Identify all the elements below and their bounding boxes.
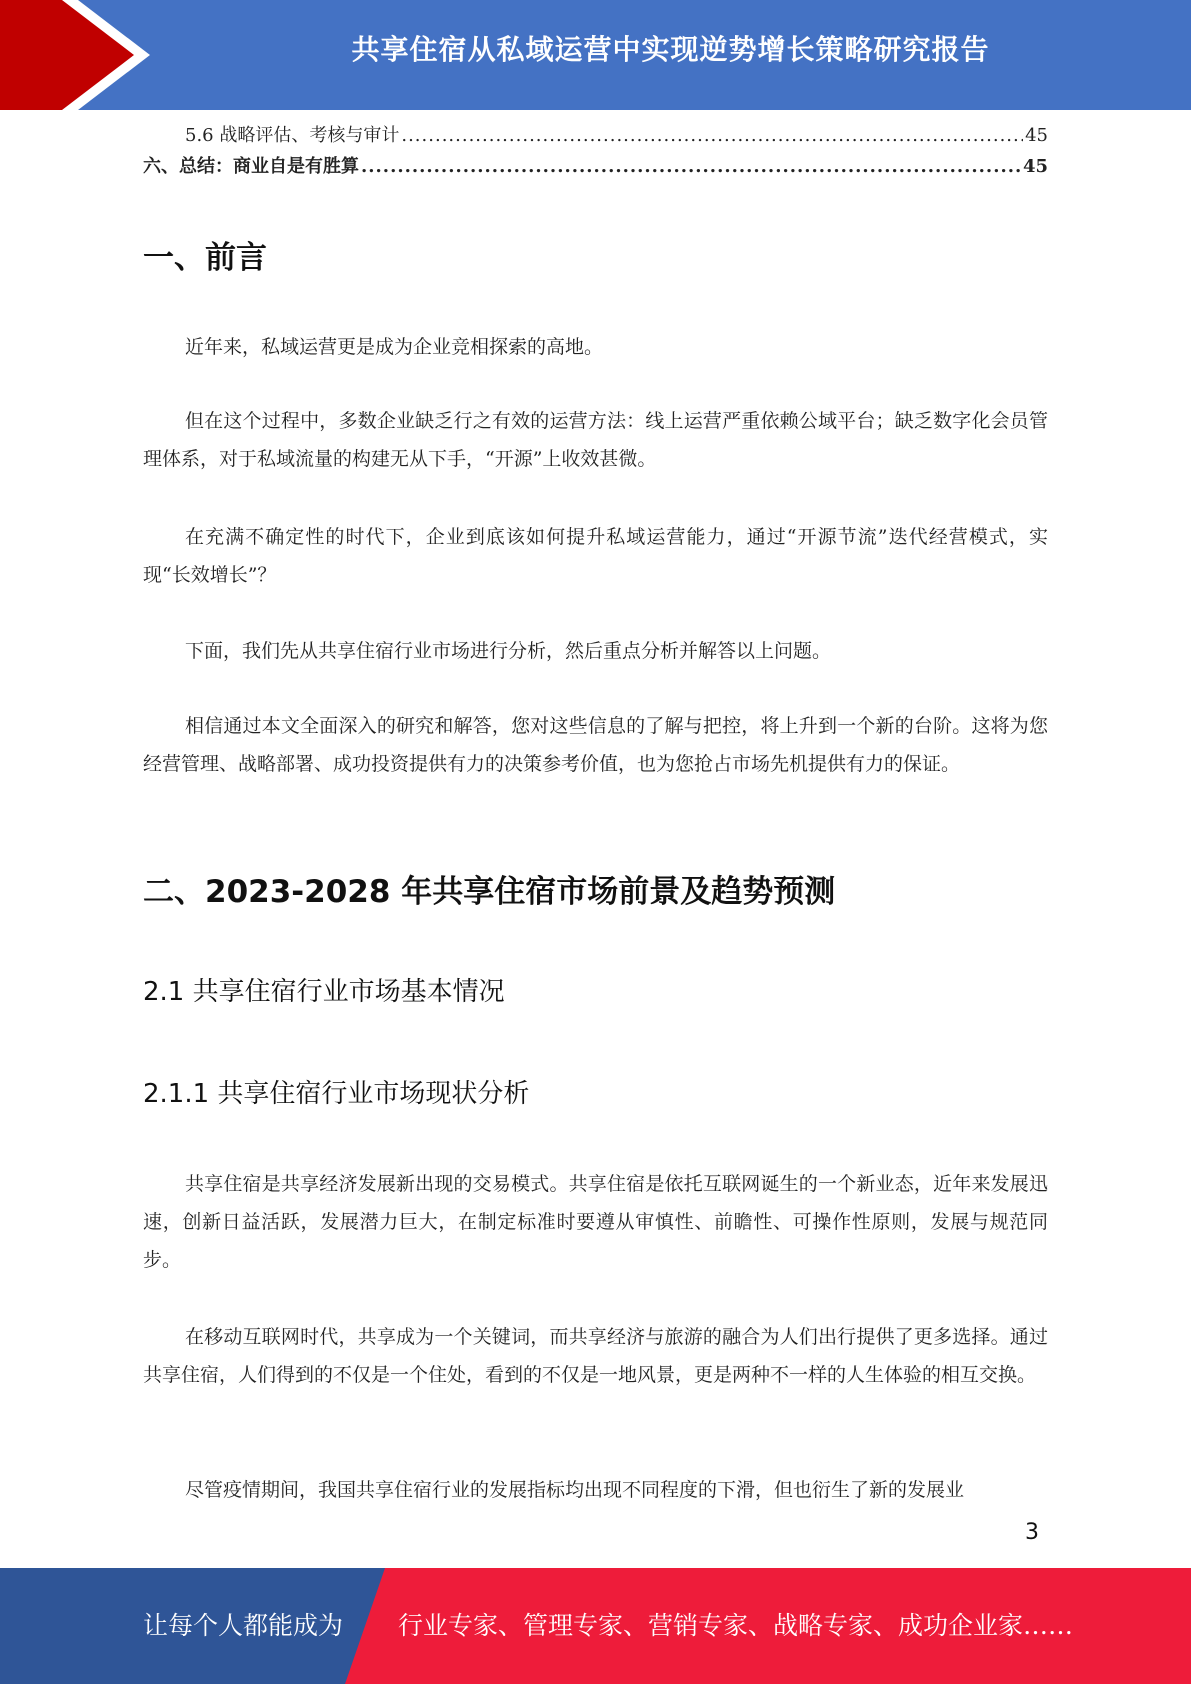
toc-entry[interactable]: [143, 151, 1048, 182]
toc-entry-page: 45: [1022, 156, 1048, 177]
header-banner: [0, 0, 1191, 110]
paragraph: 相信通过本文全面深入的研究和解答，您对这些信息的了解与把控，将上升到一个新的台阶。这将为您经营管理、战略部署、成功投资提供有力的决策参考价值，也为您抢占市场先机提供有力的保证。: [143, 715, 1048, 775]
paragraph: 在充满不确定性的时代下，企业到底该如何提升私域运营能力，通过“开源节流”迭代经营模式，实现“长效增长”？: [143, 526, 1048, 586]
subsection-heading-2-1: 2.1 共享住宿行业市场基本情况: [143, 977, 505, 1007]
footer-banner: [0, 1568, 1191, 1684]
subsection-heading-2-1-1: 2.1.1 共享住宿行业市场现状分析: [143, 1079, 530, 1109]
section-heading-preface: 一、前言: [143, 240, 267, 276]
toc-leader-dots: [361, 151, 1021, 182]
toc-entry-label: 5.6 战略评估、考核与审计: [185, 125, 400, 146]
report-title: 共享住宿从私域运营中实现逆势增长策略研究报告: [351, 33, 990, 66]
toc-leader-dots: [401, 120, 1023, 151]
paragraph: 在移动互联网时代，共享成为一个关键词，而共享经济与旅游的融合为人们出行提供了更多选择。通过共享住宿，人们得到的不仅是一个住处，看到的不仅是一地风景，更是两种不一样的人生体验的相互交换。: [143, 1326, 1048, 1386]
footer-slogan-right: 行业专家、管理专家、营销专家、战略专家、成功企业家……: [398, 1611, 1074, 1640]
paragraph: 尽管疫情期间，我国共享住宿行业的发展指标均出现不同程度的下滑，但也衍生了新的发展业: [185, 1479, 965, 1501]
paragraph: 下面，我们先从共享住宿行业市场进行分析，然后重点分析并解答以上问题。: [185, 640, 832, 662]
paragraph: 近年来，私域运营更是成为企业竞相探索的高地。: [185, 336, 604, 358]
toc: [143, 120, 1048, 182]
page-number: 3: [1025, 1520, 1039, 1545]
footer-slogan-left: 让每个人都能成为: [143, 1611, 344, 1640]
paragraph: 共享住宿是共享经济发展新出现的交易模式。共享住宿是依托互联网诞生的一个新业态，近年来发展迅速，创新日益活跃，发展潜力巨大，在制定标准时要遵从审慎性、前瞻性、可操作性原则，发展与规范同步。: [143, 1173, 1048, 1271]
section-heading-market: 二、2023-2028 年共享住宿市场前景及趋势预测: [143, 874, 836, 910]
toc-entry-page: 45: [1025, 125, 1048, 146]
paragraph: 但在这个过程中，多数企业缺乏行之有效的运营方法：线上运营严重依赖公域平台；缺乏数字化会员管理体系，对于私域流量的构建无从下手，“开源”上收效甚微。: [143, 410, 1048, 470]
toc-entry-label: 六、总结：商业自是有胜算: [143, 156, 359, 177]
toc-entry[interactable]: [143, 120, 1048, 151]
